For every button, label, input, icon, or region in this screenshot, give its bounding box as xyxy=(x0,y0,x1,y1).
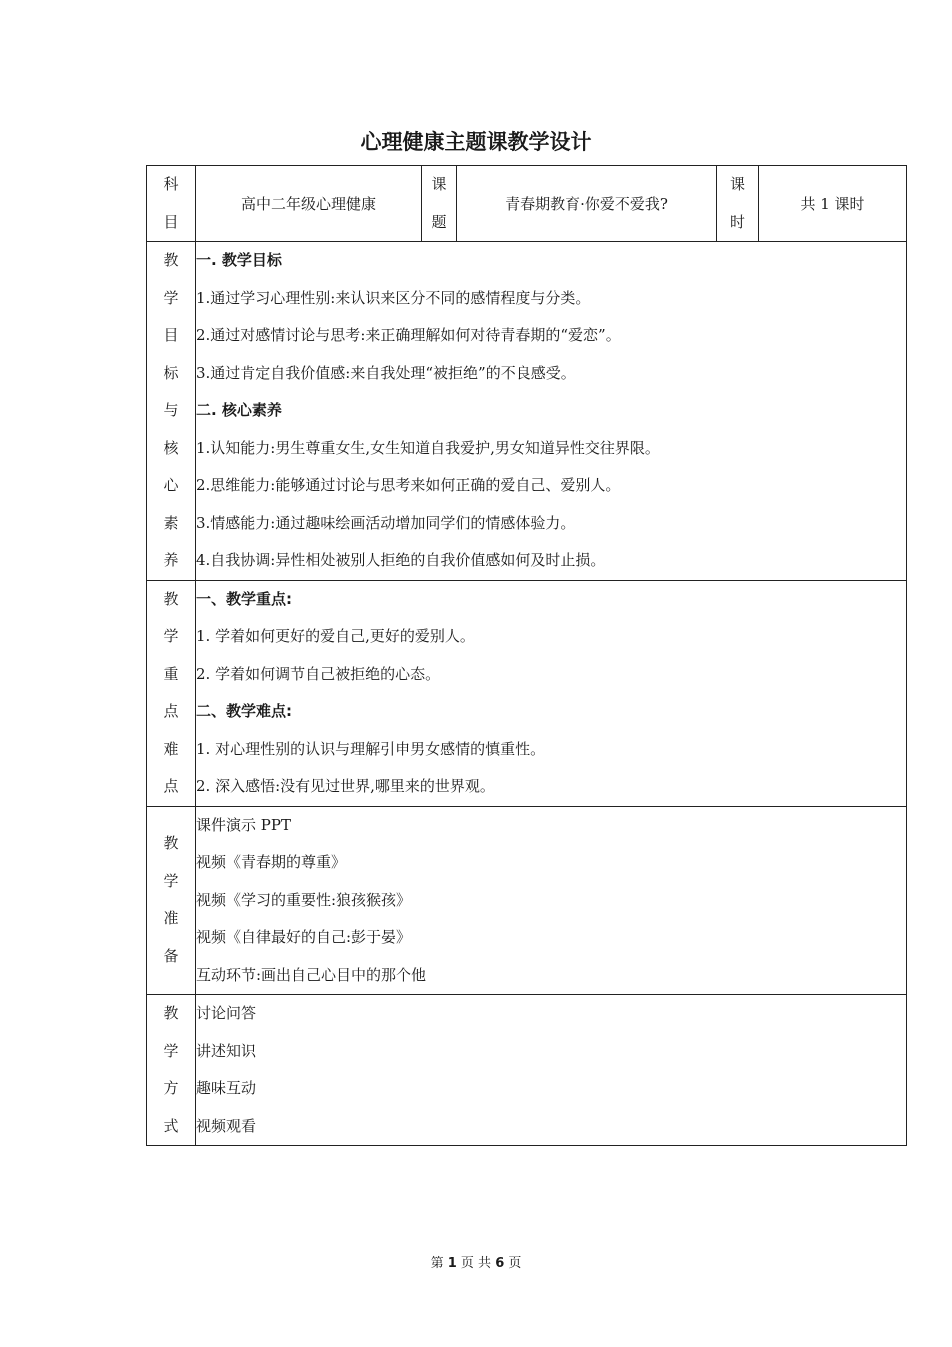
section-methods-row xyxy=(147,995,907,1146)
objectives-label-char: 素 xyxy=(163,513,179,532)
content-line: 视频《学习的重要性:狼孩猴孩》 xyxy=(196,890,412,909)
topic-label-cell xyxy=(422,166,457,242)
methods-label-cell xyxy=(147,995,196,1146)
preparation-label-char: 准 xyxy=(163,909,179,928)
topic-label-char: 课 xyxy=(431,175,447,193)
key-points-label-char: 难 xyxy=(163,739,179,758)
key-points-label-char: 学 xyxy=(163,627,179,645)
subject-label-char: 科 xyxy=(163,175,179,193)
hours-label-cell xyxy=(717,166,759,242)
content-line: 2. 深入感悟:没有见过世界,哪里来的世界观。 xyxy=(196,777,495,795)
key-points-label-char: 教 xyxy=(163,589,179,608)
key-points-label-char: 点 xyxy=(163,777,179,795)
section-objectives-row xyxy=(147,242,907,581)
preparation-label-cell xyxy=(147,806,196,995)
content-line: 1. 对心理性别的认识与理解引申男女感情的慎重性。 xyxy=(196,739,546,758)
footer-middle: 页 共 xyxy=(460,1256,492,1271)
key-points-label-cell xyxy=(147,580,196,806)
section-key-points-row xyxy=(147,580,907,806)
preparation-content-cell xyxy=(196,806,907,995)
content-line: 3.情感能力:通过趣味绘画活动增加同学们的情感体验力。 xyxy=(196,513,576,532)
methods-label-char: 学 xyxy=(163,1041,179,1060)
key-points-content-cell xyxy=(196,580,907,806)
content-line: 讲述知识 xyxy=(196,1041,257,1060)
content-line: 趣味互动 xyxy=(196,1079,257,1097)
content-line: 4.自我协调:异性相处被别人拒绝的自我价值感如何及时止损。 xyxy=(196,551,606,569)
content-line: 1.通过学习心理性别:来认识来区分不同的感情程度与分类。 xyxy=(196,288,591,307)
objectives-label-char: 养 xyxy=(163,551,179,569)
methods-label-char: 方 xyxy=(163,1079,179,1097)
objectives-label-cell xyxy=(147,242,196,581)
content-line: 1.认知能力:男生尊重女生,女生知道自我爱护,男女知道异性交往界限。 xyxy=(196,438,660,457)
section-heading: 一. 教学目标 xyxy=(196,251,282,269)
hours-label-char: 时 xyxy=(729,212,745,231)
hours-label-char: 课 xyxy=(729,175,745,193)
header-row xyxy=(147,166,907,242)
methods-content-cell xyxy=(196,995,907,1146)
methods-label-char: 式 xyxy=(163,1116,179,1135)
content-line: 3.通过肯定自我价值感:来自我处理“被拒绝”的不良感受。 xyxy=(196,363,576,382)
objectives-content-cell xyxy=(196,242,907,581)
preparation-label-char: 教 xyxy=(163,834,179,853)
content-line: 视频《青春期的尊重》 xyxy=(196,853,347,871)
key-points-label-char: 点 xyxy=(163,702,179,720)
footer-suffix: 页 xyxy=(508,1256,522,1271)
objectives-label-char: 标 xyxy=(163,363,179,382)
section-preparation-row xyxy=(147,806,907,995)
objectives-label-char: 教 xyxy=(163,251,179,269)
objectives-label-char: 目 xyxy=(163,326,179,344)
page-footer xyxy=(0,1252,952,1271)
page-total: 6 xyxy=(495,1256,505,1271)
subject-label-char: 目 xyxy=(163,212,179,231)
content-line: 2.思维能力:能够通过讨论与思考来如何正确的爱自己、爱别人。 xyxy=(196,476,621,494)
lesson-plan-table xyxy=(146,165,907,1146)
objectives-label-char: 与 xyxy=(163,401,179,419)
subject-label-cell xyxy=(147,166,196,242)
content-line: 1. 学着如何更好的爱自己,更好的爱别人。 xyxy=(196,627,475,645)
section-heading: 二. 核心素养 xyxy=(196,401,282,419)
preparation-label-char: 备 xyxy=(163,946,179,965)
methods-label-char: 教 xyxy=(163,1004,179,1022)
objectives-label-char: 学 xyxy=(163,288,179,307)
key-points-label-char: 重 xyxy=(163,664,179,683)
content-line: 视频《自律最好的自己:彭于晏》 xyxy=(196,928,412,946)
objectives-label-char: 核 xyxy=(163,438,179,457)
document-title: 心理健康主题课教学设计 xyxy=(360,130,592,154)
topic-value: 青春期教育·你爱不爱我? xyxy=(457,166,717,242)
content-line: 视频观看 xyxy=(196,1116,257,1135)
content-line: 2.通过对感情讨论与思考:来正确理解如何对待青春期的“爱恋”。 xyxy=(196,326,621,344)
objectives-label-char: 心 xyxy=(163,476,179,494)
subject-value: 高中二年级心理健康 xyxy=(196,166,422,242)
content-line: 2. 学着如何调节自己被拒绝的心态。 xyxy=(196,664,441,683)
hours-value: 共 1 课时 xyxy=(759,166,907,242)
section-heading: 一、教学重点: xyxy=(196,589,292,608)
footer-prefix: 第 xyxy=(430,1256,444,1271)
content-line: 讨论问答 xyxy=(196,1004,257,1022)
page-number: 1 xyxy=(447,1256,457,1271)
preparation-label-char: 学 xyxy=(163,871,179,890)
content-line: 课件演示 PPT xyxy=(196,815,291,834)
content-line: 互动环节:画出自己心目中的那个他 xyxy=(196,965,427,984)
topic-label-char: 题 xyxy=(431,212,447,231)
section-heading: 二、教学难点: xyxy=(196,702,292,720)
